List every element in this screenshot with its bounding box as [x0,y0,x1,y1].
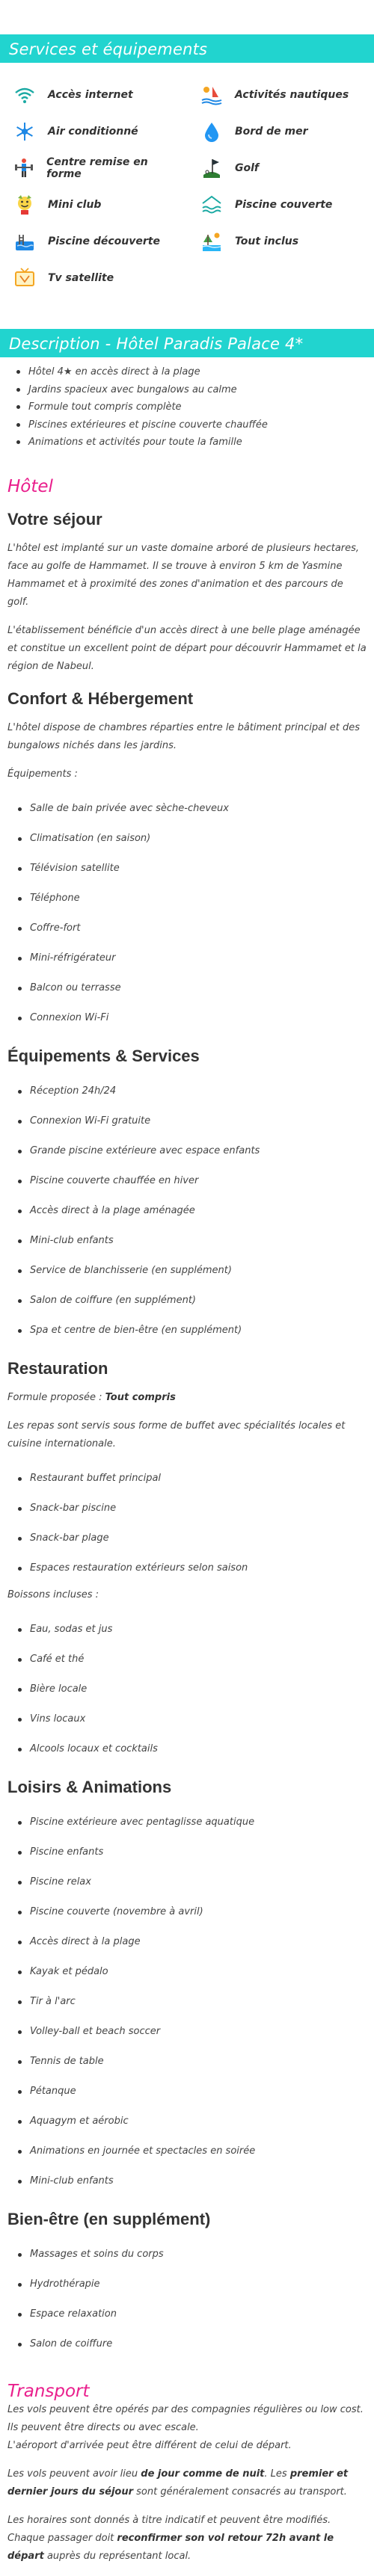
service-label: Bord de mer [235,125,308,138]
list-item: Mini-réfrigérateur [30,943,367,973]
service-item [7,261,180,295]
service-item [194,114,367,148]
restauration-title: Restauration [7,1358,108,1378]
equipements-list [7,1076,367,1346]
service-label: Tout inclus [235,235,299,247]
transport-paragraph-1 [7,2401,367,2455]
list-item: Piscine couverte chauffée en hiver [30,1166,367,1196]
list-item: Salon de coiffure (en supplément) [30,1286,367,1316]
confort-paragraph: L'hôtel dispose de chambres réparties entre le bâtiment principal et des bungalows nichés dans les jardins. [7,721,361,751]
list-item: Spa et centre de bien-être (en supplément) [30,1316,367,1346]
fitness-icon [10,157,37,179]
boissons-label: Boissons incluses : [7,1589,99,1600]
list-item: Restaurant buffet principal [30,1464,367,1494]
service-label: Air conditionné [48,125,138,138]
water-drop-icon [197,120,226,143]
hotel-heading: Hôtel [7,476,53,496]
pool-icon [197,194,226,216]
service-item [194,188,367,221]
all-inclusive-icon [197,230,226,253]
transport-paragraph-3 [7,2512,367,2566]
bienetre-list [7,2240,367,2359]
list-item: Espaces restauration extérieurs selon saison [30,1553,367,1583]
transport-p1a: Les vols peuvent être opérés par des compagnies régulières ou low cost. Ils peuvent être directs ou avec escale. [7,2403,364,2433]
wifi-icon [10,84,39,106]
service-label: Activités nautiques [235,88,349,101]
sejour-title: Votre séjour [7,509,102,529]
formule-line [7,1389,367,1407]
list-item: Mini-club enfants [30,2166,367,2196]
transport-p2-post: sont généralement consacrés au transport. [133,2486,347,2498]
list-item: Kayak et pédalo [30,1957,367,1987]
service-item [7,224,180,258]
list-item: Réception 24h/24 [30,1076,367,1106]
transport-p2-mid: . Les [264,2468,290,2480]
service-label: Piscine couverte [235,198,333,211]
list-item: Café et thé [30,1645,367,1674]
list-item: Service de blanchisserie (en supplément) [30,1256,367,1286]
list-item: Coffre-fort [30,913,367,943]
description-bullet: Piscines extérieures et piscine couverte chauffée [28,416,367,434]
list-item: Connexion Wi-Fi [30,1003,367,1033]
list-item: Salon de coiffure [30,2329,367,2359]
service-label: Piscine découverte [48,235,160,247]
description-bullet: Jardins spacieux avec bungalows au calme [28,381,367,399]
transport-heading: Transport [7,2381,90,2401]
list-item: Alcools locaux et cocktails [30,1734,367,1764]
loisirs-list [7,1808,367,2196]
outdoor-pool-icon [10,230,39,253]
list-item: Snack-bar piscine [30,1494,367,1523]
transport-p2-bold-1: de jour comme de nuit [141,2468,265,2480]
list-item: Massages et soins du corps [30,2240,367,2270]
list-item: Piscine relax [30,1867,367,1897]
list-item: Accès direct à la plage [30,1927,367,1957]
nautical-icon [197,84,226,106]
description-bullets [7,357,367,457]
list-item: Piscine couverte (novembre à avril) [30,1897,367,1927]
tv-icon [10,267,39,289]
description-banner: Description - Hôtel Paradis Palace 4* [0,329,374,357]
service-label: Mini club [48,198,102,211]
services-banner: Services et équipements [0,34,374,63]
golf-icon [197,157,226,179]
description-bullet: Animations et activités pour toute la famille [28,434,367,452]
list-item: Tir à l'arc [30,1987,367,2017]
list-item: Piscine enfants [30,1837,367,1867]
formule-label: Formule proposée : [7,1391,105,1403]
transport-p2-pre: Les vols peuvent avoir lieu [7,2468,141,2480]
service-item [194,78,367,111]
transport-p1b: L'aéroport d'arrivée peut être différent de celui de départ. [7,2439,292,2451]
list-item: Télévision satellite [30,854,367,884]
transport-p3a: Les horaires sont donnés à titre indicatif et peuvent être modifiés. [7,2514,331,2526]
kids-club-icon [10,194,39,216]
list-item: Grande piscine extérieure avec espace enfants [30,1136,367,1166]
equipements-label: Équipements : [7,768,78,780]
list-item: Eau, sodas et jus [30,1615,367,1645]
service-item [7,78,180,111]
list-item: Téléphone [30,884,367,913]
list-item: Animations en journée et spectacles en soirée [30,2136,367,2166]
description-bullet: Formule tout compris complète [28,398,367,416]
list-item: Mini-club enfants [30,1226,367,1256]
list-item: Pétanque [30,2077,367,2107]
service-label: Golf [235,161,259,174]
service-label: Centre remise en forme [46,155,148,180]
service-item [7,114,180,148]
sejour-paragraph-2: L'établissement bénéficie d'un accès direct à une belle plage aménagée et constitue un excellent point de départ pour découvrir Hammamet et la région de Nabeul. [7,624,367,672]
list-item: Tennis de table [30,2047,367,2077]
formule-value: Tout compris [105,1391,176,1403]
list-item: Accès direct à la plage aménagée [30,1196,367,1226]
list-item: Salle de bain privée avec sèche-cheveux [30,794,367,824]
service-label: Accès internet [48,88,133,101]
description-bullet: Hôtel 4★ en accès direct à la plage [28,363,367,381]
service-item [194,151,367,185]
list-item: Balcon ou terrasse [30,973,367,1003]
sejour-paragraph-1: L'hôtel est implanté sur un vaste domaine arboré de plusieurs hectares, face au golfe de Hammamet. Il se trouve à environ 5 km de Yasmine Hammamet et à proximité des zones d'animation et des parcours de golf. [7,542,360,608]
list-item: Hydrothérapie [30,2270,367,2299]
list-item: Climatisation (en saison) [30,824,367,854]
transport-p3-post: auprès du représentant local. [43,2550,191,2562]
boissons-list [7,1615,367,1764]
list-item: Piscine extérieure avec pentaglisse aquatique [30,1808,367,1837]
restauration-list [7,1464,367,1583]
transport-section [7,2382,367,2566]
list-item: Vins locaux [30,1704,367,1734]
list-item: Snack-bar plage [30,1523,367,1553]
transport-p3-bold: reconfirmer son vol retour 72h avant le départ [7,2532,334,2562]
equipements-title: Équipements & Services [7,1046,200,1065]
confort-title: Confort & Hébergement [7,688,194,708]
confort-list [7,794,367,1033]
service-item [194,224,367,258]
transport-p3-pre: Chaque passager doit [7,2532,117,2544]
services-grid [7,63,367,311]
list-item: Bière locale [30,1674,367,1704]
service-item [7,151,180,185]
list-item: Volley-ball et beach soccer [30,2017,367,2047]
transport-paragraph-2 [7,2465,367,2501]
service-item [7,188,180,221]
list-item: Aquagym et aérobic [30,2107,367,2136]
transport-p2-bold-2: premier et dernier jours du séjour [7,2468,349,2498]
list-item: Connexion Wi-Fi gratuite [30,1106,367,1136]
bienetre-title: Bien-être (en supplément) [7,2209,211,2228]
list-item: Espace relaxation [30,2299,367,2329]
restauration-paragraph: Les repas sont servis sous forme de buffet avec spécialités locales et cuisine internationale. [7,1420,346,1449]
snowflake-icon [10,120,39,143]
page [0,34,374,2566]
loisirs-title: Loisirs & Animations [7,1777,172,1796]
service-label: Tv satellite [48,271,114,284]
